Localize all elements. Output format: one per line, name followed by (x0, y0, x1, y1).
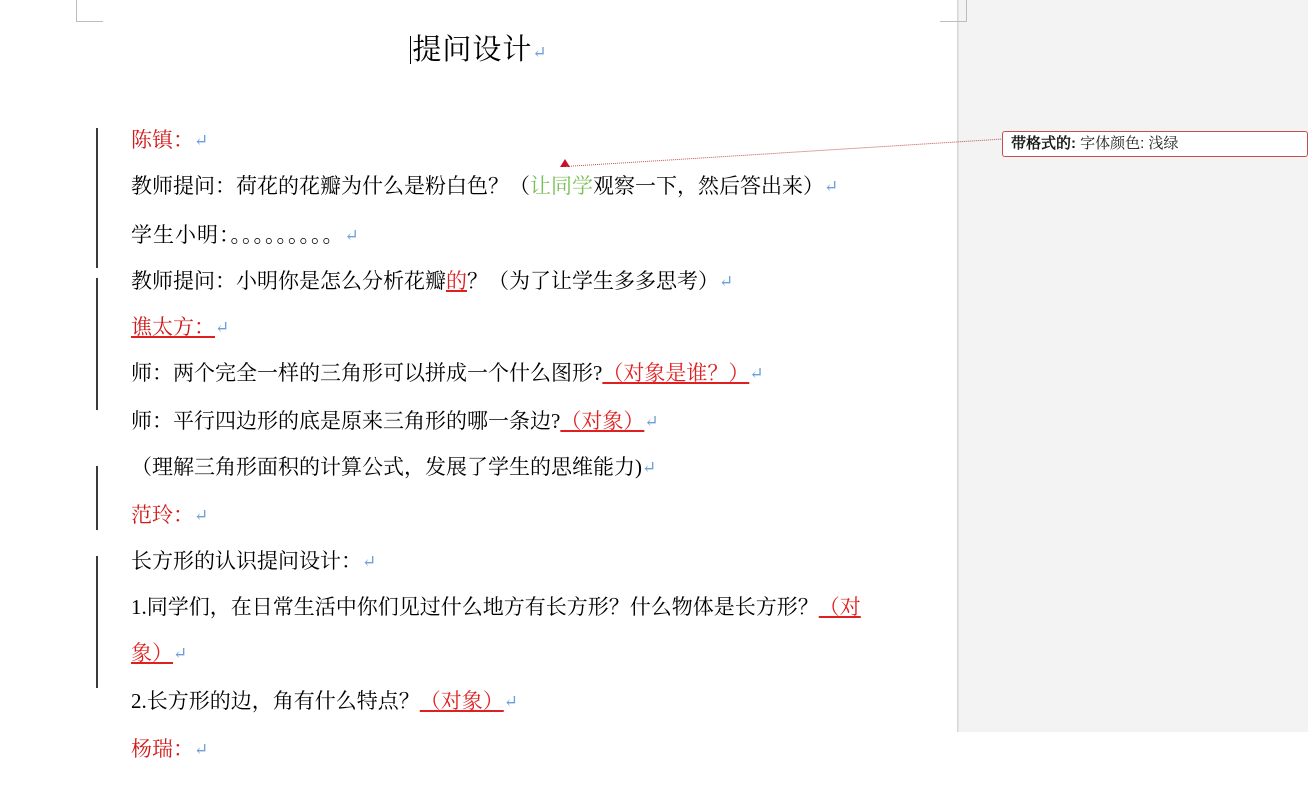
paragraph-mark: ↵ (194, 131, 209, 150)
paragraph-mark: ↵ (644, 412, 659, 431)
text-run: 2.长方形的边，角有什么特点？ (131, 689, 420, 713)
text-run: 师：两个完全一样的三角形可以拼成一个什么图形? (131, 361, 603, 385)
text-run: ？（为了让学生多多思考） (467, 269, 719, 293)
paragraph-mark: ↵ (194, 740, 209, 759)
paragraph-mark: ↵ (362, 552, 377, 571)
page-title-text: 提问设计 (412, 34, 533, 66)
text-run: 1.同学们，在日常生活中你们见过什么地方有长方形？什么物体是长方形？ (131, 595, 819, 619)
paragraph-mark: ↵ (719, 272, 734, 291)
paragraph-mark: ↵ (532, 43, 548, 62)
paragraph-mark: ↵ (173, 644, 188, 663)
text-run: 观察一下，然后答出来） (593, 174, 824, 198)
text-run: 师：平行四边形的底是原来三角形的哪一条边? (131, 409, 561, 433)
paragraph-mark: ↵ (503, 692, 518, 711)
text-run-red-underlined: 象） (131, 641, 173, 665)
balloon-value: 字体颜色: 浅绿 (1080, 135, 1179, 152)
change-bar (96, 466, 98, 530)
speaker-name: 范玲： (131, 503, 194, 527)
text-run-red-underlined: 的 (446, 269, 467, 293)
paragraph-mark: ↵ (749, 364, 764, 383)
change-bar (96, 128, 98, 268)
text-run-red-underlined: （对象） (419, 689, 504, 713)
speaker-name: 谯太方： (131, 315, 215, 339)
change-bar (96, 278, 98, 410)
speaker-name: 陈镇： (131, 128, 194, 152)
paragraph-mark: ↵ (215, 318, 230, 337)
text-run-red-underlined: （对象） (560, 409, 645, 433)
text-run: 学生小明：。。。。。。。。。 (131, 223, 345, 247)
comment-margin-strip (958, 0, 1308, 732)
page-title (0, 30, 958, 73)
text-run: 长方形的认识提问设计： (131, 549, 362, 573)
paragraph-yangrui-name (110, 703, 950, 796)
text-run: （理解三角形面积的计算公式，发展了学生的思维能力) (131, 455, 642, 479)
text-run: 教师提问：小明你是怎么分析花瓣 (131, 269, 446, 293)
speaker-name: 杨瑞： (131, 737, 194, 761)
text-run-red-underlined: （对象是谁？） (602, 361, 750, 385)
text-run-green: 让同学 (530, 174, 593, 198)
page-corner-mark-top-right (940, 0, 967, 22)
balloon-label: 带格式的: (1011, 135, 1076, 152)
text-run: 教师提问：荷花的花瓣为什么是粉白色？（ (131, 174, 530, 198)
page-corner-mark-top-left (76, 0, 103, 22)
paragraph-mark: ↵ (194, 506, 209, 525)
change-bar (96, 556, 98, 688)
paragraph-mark: ↵ (344, 226, 359, 245)
text-run-red-underlined: （对 (818, 595, 861, 619)
formatting-change-balloon[interactable] (1002, 131, 1308, 157)
paragraph-mark: ↵ (642, 458, 657, 477)
paragraph-mark: ↵ (824, 177, 839, 196)
